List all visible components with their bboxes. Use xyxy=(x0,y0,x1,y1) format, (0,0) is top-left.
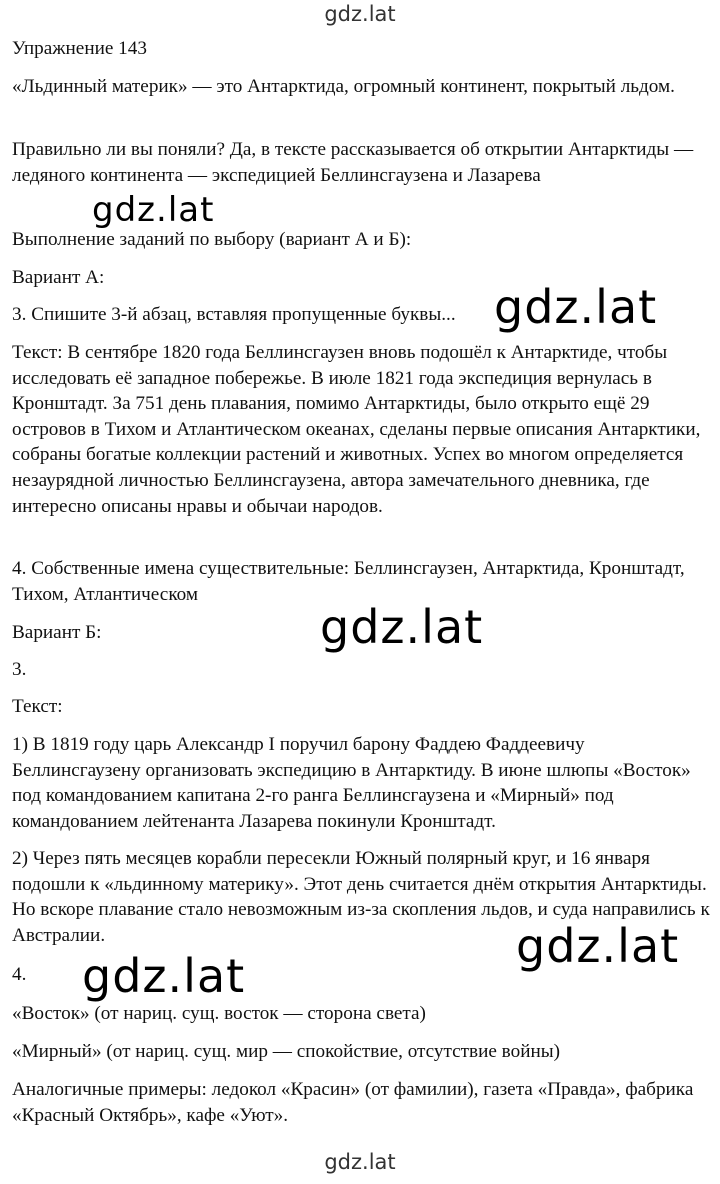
watermark-overlay-5: gdz.lat xyxy=(82,949,246,1003)
variant-b-paragraph-2: 2) Через пять месяцев корабли пересекли Южный полярный круг, и 16 января подошли к «льдинному материку». Этот день считается днём открытия Антарктиды. Но вскоре плавание стало невозможным из-за скопления льдов, и суда направились к Австралии. xyxy=(12,848,710,946)
variant-b-title: Вариант Б: xyxy=(12,622,102,643)
variant-b-num4: 4. xyxy=(12,964,27,985)
watermark-overlay-3: gdz.lat xyxy=(320,600,484,654)
intro-paragraph: «Льдинный материк» — это Антарктида, огромный континент, покрытый льдом. xyxy=(12,76,675,97)
understood-paragraph: Правильно ли вы поняли? Да, в тексте рассказывается об открытии Антарктиды — ледяного континента — экспедицией Беллинсгаузена и Лазарева xyxy=(12,139,694,186)
variant-b-paragraph-1: 1) В 1819 году царь Александр I поручил барону Фаддею Фаддеевичу Беллинсгаузену организовать экспедицию в Антарктиду. В июне шлюпы «Восток» под командованием капитана 2-го ранга Беллинсгаузена и «Мирный» под командованием лейтенанта Лазарева покинули Кронштадт. xyxy=(12,734,691,832)
variant-a-text: Текст: В сентябре 1820 года Беллинсгаузен вновь подошёл к Антарктиде, чтобы исследовать её западное побережье. В июле 1821 года экспедиция вернулась в Кронштадт. За 751 день плавания, помимо Антарктиды, было открыто ещё 29 островов в Тихом и Атлантическом океанах, сделаны первые описания Антарктики, собраны богатые коллекции растений и животных. Успех во многом определяется незаурядной личностью Беллинсгаузена, автора замечательного дневника, где интересно описаны нравы и обычаи народов. xyxy=(12,342,701,517)
variant-a-title: Вариант А: xyxy=(12,267,105,288)
variant-b-num3: 3. xyxy=(12,659,27,680)
mirny-line: «Мирный» (от нариц. сущ. мир — спокойствие, отсутствие войны) xyxy=(12,1041,561,1062)
examples-paragraph: Аналогичные примеры: ледокол «Красин» (от фамилии), газета «Правда», фабрика «Красный Октябрь», кафе «Уют». xyxy=(12,1079,694,1126)
variant-a-task3: 3. Спишите 3-й абзац, вставляя пропущенные буквы... xyxy=(12,304,456,325)
vostok-line: «Восток» (от нариц. сущ. восток — сторона света) xyxy=(12,1003,426,1024)
exercise-title: Упражнение 143 xyxy=(12,38,147,59)
watermark-top: gdz.lat xyxy=(324,2,396,26)
watermark-overlay-2: gdz.lat xyxy=(494,280,658,334)
watermark-bottom: gdz.lat xyxy=(324,1150,396,1174)
watermark-overlay-1: gdz.lat xyxy=(92,190,215,230)
watermark-overlay-4: gdz.lat xyxy=(516,919,680,973)
choice-intro: Выполнение заданий по выбору (вариант А и Б): xyxy=(12,229,412,250)
variant-b-text-label: Текст: xyxy=(12,696,63,717)
variant-a-task4: 4. Собственные имена существительные: Беллинсгаузен, Антарктида, Кронштадт, Тихом, Атлантическом xyxy=(12,558,685,605)
